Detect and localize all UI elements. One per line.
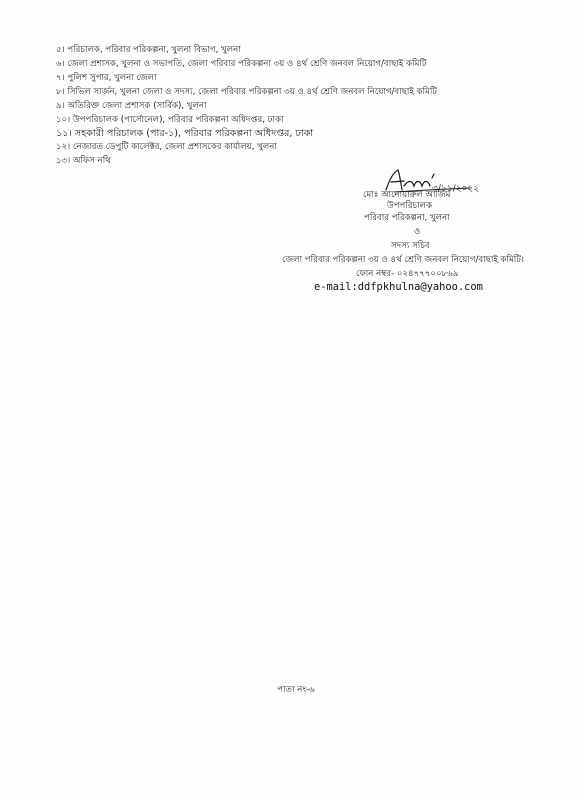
list-item: ৭। পুলিশ সুপার, খুলনা জেলা <box>56 72 157 83</box>
list-item: ৯। অতিরিক্ত জেলা প্রশাসক (সার্বিক), খুলনা <box>56 100 207 111</box>
signer-role: সদস্য সচিব <box>391 241 430 251</box>
list-item: ৬। জেলা প্রশাসক, খুলনা ও সভাপতি, জেলা পরিবার পরিকল্পনা ৩য় ও ৪র্থ শ্রেণি জনবল নিয়োগ/বাছাই কমিটি <box>56 58 427 69</box>
email-address: e-mail:ddfpkhulna@yahoo.com <box>314 281 483 293</box>
signature-date: ৩/১১/২০২২ <box>432 184 480 194</box>
list-item: ১০। উপপরিচালক (পার্সোনেল), পরিবার পরিকল্পনা অধিদপ্তর, ঢাকা <box>56 114 284 125</box>
conjunction: ও <box>414 227 421 237</box>
committee-name: জেলা পরিবার পরিকল্পনা ৩য় ও ৪র্থ শ্রেণি জনবল নিয়োগ/বাছাই কমিটি। <box>282 255 524 265</box>
distribution-list <box>56 44 516 169</box>
page-number: পাতা নং-৬ <box>277 685 315 695</box>
list-item: ১৩। অফিস নথি <box>56 156 111 167</box>
signer-office: পরিবার পরিকল্পনা, খুলনা <box>364 213 450 223</box>
list-item: ৮। সিভিল সার্জন, খুলনা জেলা ও সদস্য, জেলা পরিবার পরিকল্পনা ৩য় ও ৪র্থ শ্রেণি জনবল নিয়োগ/বাছাই কমিটি <box>56 86 437 97</box>
list-item: ১১। সহকারী পরিচালক (পার-১), পরিবার পরিকল্পনা অধিদপ্তর, ঢাকা <box>56 128 314 140</box>
signer-name: মোঃ আনোয়ারুল আজিম <box>363 190 451 200</box>
page-footer <box>0 683 582 697</box>
list-item: ৫। পরিচালক, পরিবার পরিকল্পনা, খুলনা বিভাগ, খুলনা <box>56 45 241 55</box>
signer-designation: উপপরিচালক <box>387 201 433 211</box>
phone-number: ফোন নম্বর- ০২৪৭৭৭০০৮৬৯ <box>356 269 459 279</box>
list-item: ১২। নেজারত ডেপুটি কালেক্টর, জেলা প্রশাসকের কার্যালয়, খুলনা <box>56 142 277 153</box>
